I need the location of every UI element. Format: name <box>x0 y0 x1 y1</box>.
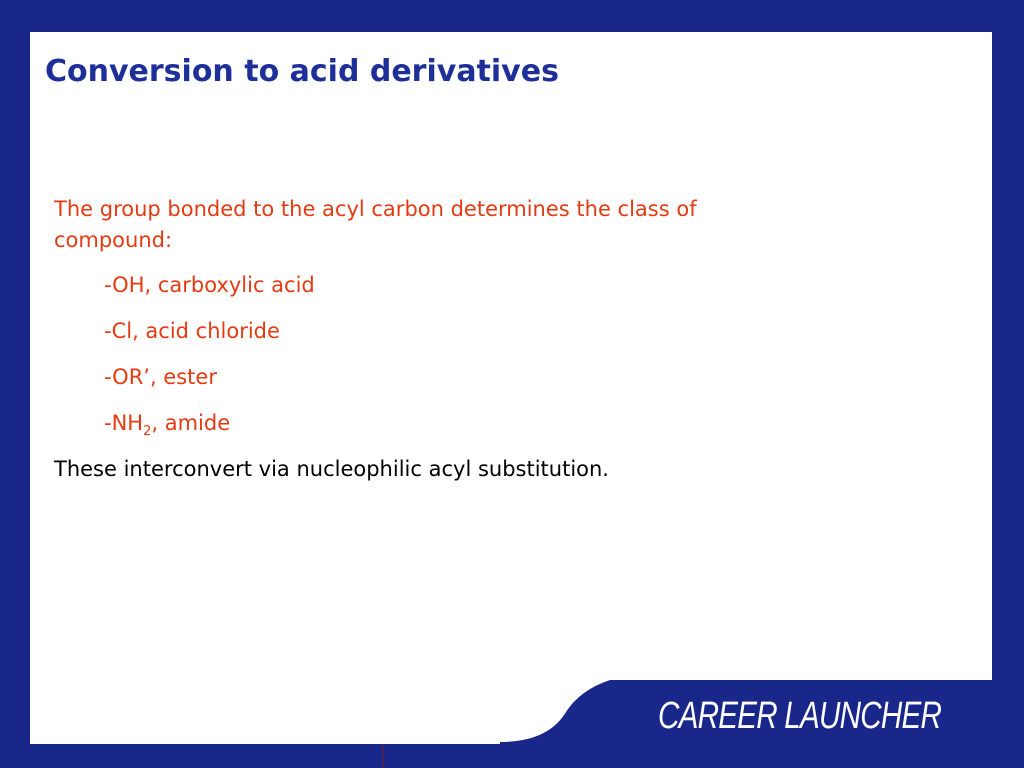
conclusion-text: These interconvert via nucleophilic acyl substitution. <box>54 457 609 481</box>
amide-subscript: 2 <box>143 424 152 440</box>
amide-prefix: -NH <box>104 411 144 435</box>
slide-body <box>54 194 754 485</box>
slide-title: Conversion to acid derivatives <box>45 54 559 89</box>
list-item-ester: -OR’, ester <box>104 365 217 389</box>
logo-text: CAREER LAUNCHER <box>658 694 942 737</box>
list-item-acid-chloride: -Cl, acid chloride <box>104 319 280 343</box>
career-launcher-logo <box>644 690 944 742</box>
intro-text: The group bonded to the acyl carbon determines the class of compound: <box>54 197 697 252</box>
amide-suffix: , amide <box>151 411 231 435</box>
list-item-carboxylic-acid: -OH, carboxylic acid <box>104 273 315 297</box>
list-item-amide <box>104 408 754 439</box>
